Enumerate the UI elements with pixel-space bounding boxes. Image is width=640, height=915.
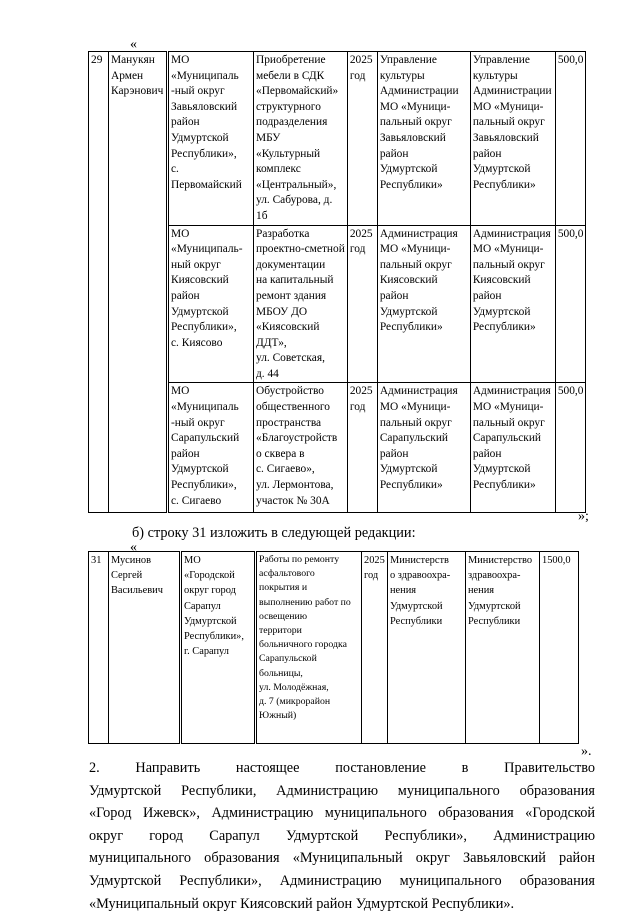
text-line: ул. Молодёжная,: [259, 681, 329, 693]
text-line: МБУ: [256, 131, 281, 144]
text-line: Армен: [111, 69, 144, 82]
text-line: пальный округ: [379, 416, 452, 429]
text-line: Удмуртской: [379, 463, 438, 476]
cell-year: [347, 383, 377, 513]
text-line: округ город: [184, 585, 236, 597]
text-line: структурного: [256, 100, 321, 113]
text-line: Республики: [390, 615, 443, 627]
text-line: «Муниципаль-: [171, 243, 243, 256]
text-line: «Городской: [184, 570, 235, 582]
text-line: ул. Лермонтова,: [256, 479, 334, 492]
text-line: 2025: [364, 555, 385, 566]
text-line: 1б: [256, 209, 268, 222]
text-line: МО: [171, 54, 190, 66]
text-line: 2. Направить настоящее постановление в Правительство: [89, 760, 595, 776]
text-line: 2025: [349, 54, 373, 66]
text-line: Республики»,: [184, 631, 244, 643]
text-line: Удмуртской: [472, 163, 531, 176]
text-line: с. Киясово: [171, 336, 223, 349]
text-line: Республики: [468, 615, 521, 627]
table-row: [89, 52, 586, 226]
text-line: Республики»,: [171, 147, 237, 160]
text-line: «Муниципальный округ Киясовский район Удмуртской Республики».: [89, 895, 515, 912]
text-line: проектно-сметной: [256, 243, 345, 256]
cell-recipient-name: [109, 552, 181, 744]
text-line: документации: [256, 258, 326, 271]
text-line: Министерств: [390, 555, 449, 566]
cell-administrator: [377, 52, 470, 226]
text-line: Удмуртской: [184, 615, 237, 627]
text-line: МО «Муници-: [472, 100, 544, 113]
text-line: год: [349, 69, 366, 82]
opening-quote: «: [130, 540, 137, 555]
text-line: -ный округ: [171, 85, 225, 98]
text-line: МО: [171, 227, 190, 240]
text-line: МО «Муници-: [379, 401, 451, 414]
text-line: год: [349, 243, 366, 256]
text-line: Сергей: [111, 570, 143, 582]
text-line: Республики»,: [171, 321, 237, 334]
text-line: «Центральный»,: [256, 178, 337, 191]
text-line: Управление: [379, 54, 437, 66]
text-line: район: [379, 147, 409, 160]
text-line: Первомайский: [171, 178, 242, 191]
text-line: 2025: [349, 227, 373, 240]
text-line: Сарапул: [184, 600, 221, 612]
cell-object: [254, 52, 348, 226]
text-line: ремонт здания: [256, 289, 327, 302]
table-row: [89, 552, 579, 744]
closing-quote: ».: [581, 744, 592, 759]
cell-year: [347, 52, 377, 226]
text-line: Манукян: [111, 54, 155, 66]
text-line: год: [349, 401, 366, 414]
cell-recipient: [466, 552, 540, 744]
cell-amount: 500,0: [555, 52, 586, 226]
text-line: культуры: [379, 69, 425, 82]
closing-quote: »;: [578, 509, 589, 524]
cell-municipality: [181, 552, 256, 744]
text-line: на капитальный: [256, 274, 334, 287]
text-line: район: [171, 289, 200, 302]
text-line: Сарапульский: [379, 432, 449, 445]
text-line: о сквера в: [256, 447, 305, 460]
text-line: ный округ: [171, 258, 221, 271]
text-line: Удмуртской: [379, 305, 438, 318]
text-line: район: [171, 116, 200, 129]
paragraph-2: [89, 757, 595, 915]
text-line: с. Сигаево»,: [256, 463, 315, 476]
text-line: район: [472, 147, 502, 160]
text-line: мебели в СДК: [256, 69, 325, 82]
text-line: с.: [171, 163, 179, 176]
text-line: МО: [171, 385, 190, 398]
text-line: Работы по ремонту: [259, 554, 340, 565]
cell-object: [256, 552, 362, 744]
text-line: год: [364, 570, 379, 582]
text-line: Администрации: [379, 85, 459, 98]
text-line: ул. Сабурова, д.: [256, 194, 333, 207]
text-line: Удмуртской: [171, 305, 229, 318]
opening-quote: «: [130, 37, 137, 52]
cell-year: [347, 225, 377, 383]
text-line: выполнению работ по: [259, 596, 351, 608]
cell-recipient: [470, 225, 555, 383]
text-line: Удмуртской: [171, 463, 229, 476]
text-line: нения: [390, 585, 417, 597]
text-line: о здравоохра-: [390, 570, 451, 582]
text-line: Республики»: [379, 178, 443, 191]
cell-recipient-name: [109, 52, 168, 513]
text-line: Удмуртской Республики», Администрацию муниципального образования: [89, 872, 595, 889]
text-line: Обустройство: [256, 385, 324, 398]
text-line: пальный округ: [472, 258, 545, 271]
text-line: с. Сигаево: [171, 494, 222, 507]
text-line: Республики»,: [171, 479, 237, 492]
text-line: МО «Муници-: [379, 100, 451, 113]
text-line: Киясовский: [472, 274, 531, 287]
text-line: пальный округ: [379, 258, 452, 271]
text-line: Администрации: [472, 85, 552, 98]
cell-administrator: [377, 225, 470, 383]
text-line: Сарапульской: [259, 653, 317, 665]
text-line: «Муниципаль: [171, 401, 239, 414]
text-line: «Первомайский»: [256, 85, 339, 98]
text-line: освещению: [259, 610, 308, 622]
text-line: «Муниципаль: [171, 69, 239, 82]
text-line: округ город Сарапул Удмуртской Республики», Администрацию: [89, 827, 595, 844]
cell-municipality: [168, 225, 254, 383]
text-line: больничного городка: [259, 639, 347, 651]
text-line: Удмуртской Республики, Администрацию муниципального образования: [89, 782, 595, 799]
text-line: МО «Муници-: [472, 243, 544, 256]
cell-administrator: [377, 383, 470, 513]
text-line: Удмуртской: [468, 600, 521, 612]
text-line: Мусинов: [111, 555, 152, 566]
text-line: Удмуртской: [379, 163, 438, 176]
text-line: МО: [184, 555, 201, 566]
text-line: общественного: [256, 401, 330, 414]
text-line: Республики»: [472, 178, 536, 191]
text-line: Карэнович: [111, 85, 164, 98]
cell-year: [362, 552, 388, 744]
text-line: Завьяловский: [171, 100, 238, 113]
text-line: пальный округ: [379, 116, 452, 129]
text-line: «Киясовский: [256, 321, 320, 334]
text-line: МО «Муници-: [472, 401, 544, 414]
cell-amount: 1500,0: [540, 552, 579, 744]
cell-amount: 500,0: [555, 225, 586, 383]
text-line: Администрация: [472, 385, 551, 398]
text-line: район: [379, 447, 409, 460]
text-line: 2025: [349, 385, 373, 398]
text-line: Удмуртской: [390, 600, 443, 612]
text-line: д. 7 (микрорайон: [259, 696, 331, 708]
text-line: Завьяловский: [472, 131, 539, 144]
text-line: Разработка: [256, 227, 310, 240]
cell-row-number: 29: [89, 52, 109, 513]
text-line: район: [379, 289, 409, 302]
text-line: Управление: [472, 54, 530, 66]
text-line: район: [472, 289, 502, 302]
text-line: здравоохра-: [468, 570, 521, 582]
text-line: Министерство: [468, 555, 533, 566]
text-line: комплекс: [256, 163, 301, 176]
text-line: покрытия и: [259, 582, 308, 594]
table-row-29: [88, 51, 586, 513]
cell-object: [254, 225, 348, 383]
text-line: Киясовский: [379, 274, 438, 287]
text-line: -ный округ: [171, 416, 225, 429]
text-line: район: [472, 447, 502, 460]
text-line: Удмуртской: [171, 131, 229, 144]
cell-municipality: [168, 383, 254, 513]
text-line: МБОУ ДО: [256, 305, 308, 318]
text-line: Администрация: [379, 385, 458, 398]
text-line: г. Сарапул: [184, 646, 229, 658]
text-line: Приобретение: [256, 54, 326, 66]
cell-row-number: 31: [89, 552, 109, 744]
text-line: МО «Муници-: [379, 243, 451, 256]
text-line: пространства: [256, 416, 322, 429]
text-line: Республики»: [379, 321, 443, 334]
text-line: Сарапульский: [171, 432, 240, 445]
text-line: д. 44: [256, 367, 279, 380]
text-line: ул. Советская,: [256, 352, 325, 365]
text-line: участок № 30А: [256, 494, 330, 507]
text-line: муниципального образования «Муниципальный округ Завьяловский район: [89, 850, 595, 867]
text-line: район: [171, 447, 200, 460]
cell-amount: 500,0: [555, 383, 586, 513]
text-line: Сарапульский: [472, 432, 542, 445]
text-line: нения: [468, 585, 495, 597]
section-heading: б) строку 31 изложить в следующей редакции:: [132, 525, 416, 541]
cell-recipient: [470, 383, 555, 513]
cell-object: [254, 383, 348, 513]
text-line: пальный округ: [472, 116, 545, 129]
text-line: «Культурный: [256, 147, 321, 160]
cell-municipality: [168, 52, 254, 226]
text-line: Удмуртской: [472, 305, 531, 318]
text-line: Администрация: [472, 227, 551, 240]
text-line: территори: [259, 625, 302, 637]
cell-administrator: [388, 552, 466, 744]
text-line: Южный): [259, 710, 297, 722]
text-line: Киясовский: [171, 274, 229, 287]
text-line: больницы,: [259, 667, 303, 679]
table-row-31: [88, 551, 579, 744]
text-line: пальный округ: [472, 416, 545, 429]
text-line: «Благоустройств: [256, 432, 338, 445]
text-line: Республики»: [379, 479, 443, 492]
text-line: Администрация: [379, 227, 458, 240]
text-line: ДДТ»,: [256, 336, 287, 349]
text-line: Завьяловский: [379, 131, 446, 144]
text-line: Республики»: [472, 321, 536, 334]
text-line: Республики»: [472, 479, 536, 492]
text-line: Удмуртской: [472, 463, 531, 476]
text-line: Васильевич: [111, 585, 163, 597]
text-line: «Город Ижевск», Администрацию муниципального образования «Городской: [89, 805, 595, 822]
text-line: асфальтового: [259, 568, 315, 580]
text-line: подразделения: [256, 116, 328, 129]
cell-recipient: [470, 52, 555, 226]
text-line: культуры: [472, 69, 518, 82]
